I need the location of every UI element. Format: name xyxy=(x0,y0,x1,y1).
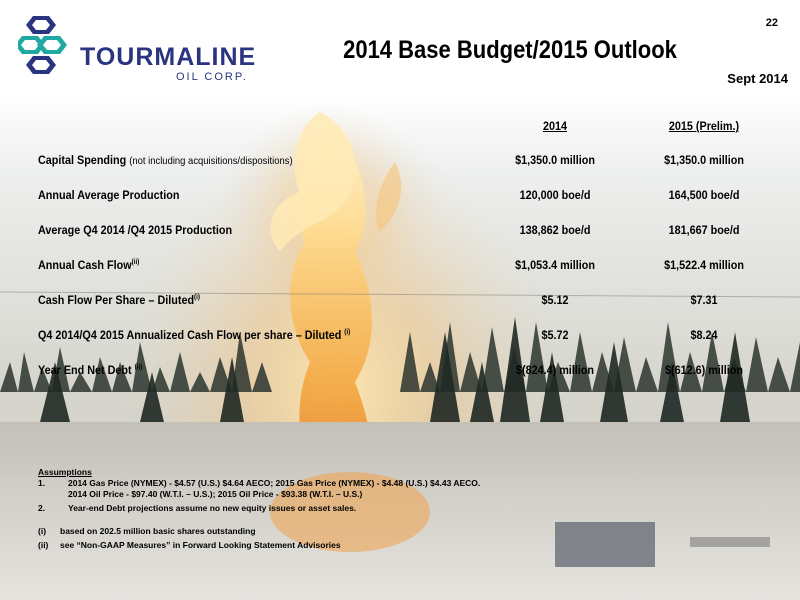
cell-2014-annual-cash-flow: $1,053.4 million xyxy=(515,258,595,272)
cell-2015-cash-flow-per-share: $7.31 xyxy=(690,293,718,307)
cell-2014-capital-spending: $1,350.0 million xyxy=(515,153,595,167)
cell-2014-net-debt: $(824.4) million xyxy=(515,363,595,377)
assumption-item-1-line2: 2014 Oil Price - $97.40 (W.T.I. – U.S.); 2015 Oil Price - $93.38 (W.T.I. – U.S.) xyxy=(68,489,363,499)
assumption-item-1: 1. 2014 Gas Price (NYMEX) - $4.57 (U.S.) $4.64 AECO; 2015 Gas Price (NYMEX) - $4.48 (U.S.) $4.43 AECO. xyxy=(38,478,481,488)
cell-2014-annual-production: 120,000 boe/d xyxy=(519,188,591,202)
slide-title: 2014 Base Budget/2015 Outlook xyxy=(343,36,677,64)
footnote-i: (i) based on 202.5 million basic shares outstanding xyxy=(38,526,256,536)
row-label-capital-spending: Capital Spending (not including acquisitions/dispositions) xyxy=(38,153,293,167)
page-number: 22 xyxy=(765,17,778,29)
row-label-annualized-cash-flow: Q4 2014/Q4 2015 Annualized Cash Flow per share – Diluted $^{(i)}$ xyxy=(38,328,351,342)
tourmaline-gem-icon xyxy=(18,12,80,74)
assumptions-heading: Assumptions xyxy=(38,467,92,477)
row-label-annual-cash-flow: Annual Cash Flow$^{(ii)}$ xyxy=(38,258,140,272)
footnote-ii: (ii) see “Non-GAAP Measures” in Forward Looking Statement Advisories xyxy=(38,540,341,550)
cell-2014-q4-production: 138,862 boe/d xyxy=(519,223,591,237)
logo-subtitle: OIL CORP. xyxy=(176,71,248,83)
column-header-2015: 2015 (Prelim.) xyxy=(668,119,740,133)
cell-2015-annualized-cash-flow: $8.24 xyxy=(690,328,718,342)
cell-2015-capital-spending: $1,350.0 million xyxy=(664,153,744,167)
cell-2015-q4-production: 181,667 boe/d xyxy=(668,223,740,237)
column-header-2014: 2014 xyxy=(542,119,568,133)
cell-2015-net-debt: $(612.6) million xyxy=(664,363,744,377)
row-label-q4-production: Average Q4 2014 /Q4 2015 Production xyxy=(38,223,233,237)
assumption-item-2: 2. Year-end Debt projections assume no new equity issues or asset sales. xyxy=(38,503,357,513)
cell-2015-annual-cash-flow: $1,522.4 million xyxy=(664,258,744,272)
row-label-cash-flow-per-share: Cash Flow Per Share – Diluted$^{(i)}$ xyxy=(38,293,200,307)
row-label-net-debt: Year End Net Debt $^{(ii)}$ xyxy=(38,363,143,377)
cell-2015-annual-production: 164,500 boe/d xyxy=(668,188,740,202)
slide-date: Sept 2014 xyxy=(727,71,788,86)
row-label-annual-production: Annual Average Production xyxy=(38,188,180,202)
logo-wordmark: TOURMALINE xyxy=(80,43,257,71)
assumptions-section xyxy=(38,467,480,551)
company-logo xyxy=(18,12,257,83)
cell-2014-cash-flow-per-share: $5.12 xyxy=(541,293,569,307)
cell-2014-annualized-cash-flow: $5.72 xyxy=(541,328,569,342)
budget-table xyxy=(0,92,800,422)
